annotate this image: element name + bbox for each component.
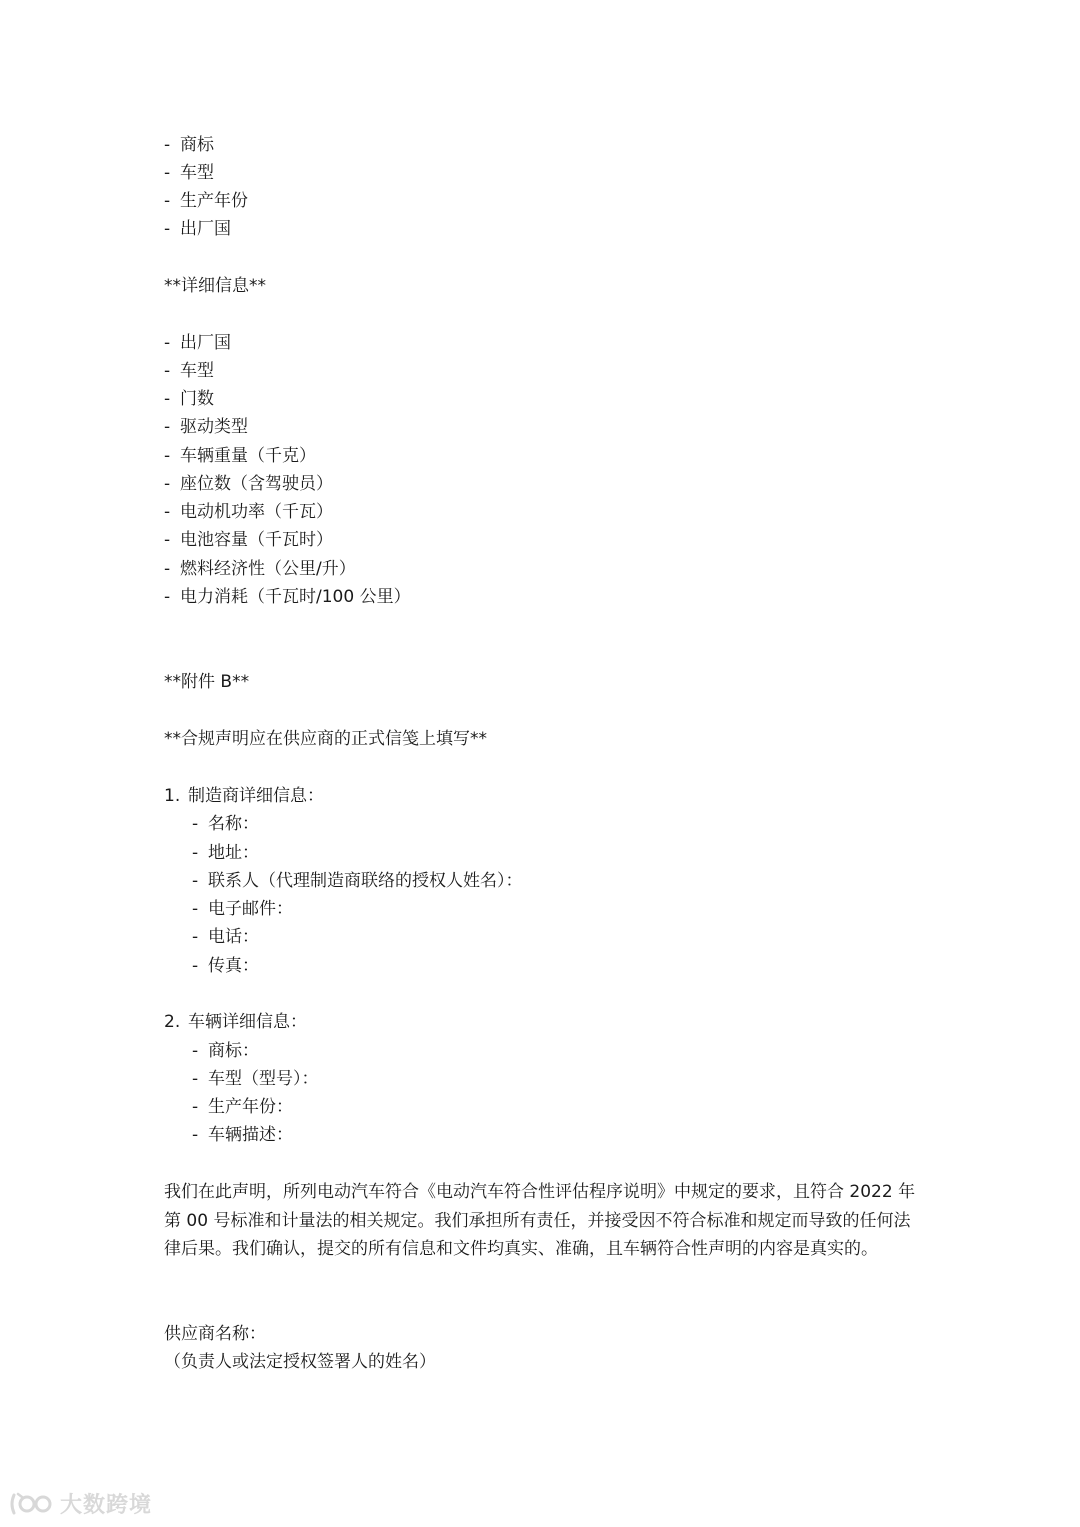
section-title: 1. 制造商详细信息： bbox=[164, 786, 324, 806]
field-email: - 电子邮件： bbox=[192, 899, 293, 919]
list-item: - 电池容量（千瓦时） bbox=[164, 530, 333, 550]
field-description: - 车辆描述： bbox=[192, 1125, 293, 1145]
list-item: - 车型 bbox=[164, 163, 214, 183]
list-item: - 燃料经济性（公里/升） bbox=[164, 559, 356, 579]
field-year: - 生产年份： bbox=[192, 1097, 293, 1117]
declaration-paragraph: 我们在此声明，所列电动汽车符合《电动汽车符合性评估程序说明》中规定的要求，且符合 2022 年第 00 号标准和计量法的相关规定。我们承担所有责任，并接受因不符合标准和规定而导致的任何法律后果。我们确认，提交的所有信息和文件均真实、准确，且车辆符合性声明的内容是真实的。 bbox=[164, 1182, 916, 1259]
field-fax: - 传真： bbox=[192, 956, 259, 976]
list-item: - 驱动类型 bbox=[164, 417, 248, 437]
list-item: - 生产年份 bbox=[164, 191, 248, 211]
list-item: - 商标 bbox=[164, 135, 214, 155]
list-item: - 车辆重量（千克） bbox=[164, 446, 316, 466]
field-model: - 车型（型号）： bbox=[192, 1069, 319, 1089]
field-contact: - 联系人（代理制造商联络的授权人姓名）： bbox=[192, 871, 523, 891]
compliance-heading: **合规声明应在供应商的正式信笺上填写** bbox=[164, 729, 487, 749]
detail-heading: **详细信息** bbox=[164, 276, 266, 296]
watermark-text: 大数跨境 bbox=[60, 1493, 153, 1518]
section-title: 2. 车辆详细信息： bbox=[164, 1012, 307, 1032]
field-phone: - 电话： bbox=[192, 927, 259, 947]
list-item: - 出厂国 bbox=[164, 333, 231, 353]
field-brand: - 商标： bbox=[192, 1041, 259, 1061]
list-item: - 门数 bbox=[164, 389, 214, 409]
list-item: - 车型 bbox=[164, 361, 214, 381]
list-item: - 出厂国 bbox=[164, 219, 231, 239]
watermark-logo-icon bbox=[8, 1491, 54, 1517]
signatory-note: （负责人或法定授权签署人的姓名） bbox=[164, 1352, 436, 1372]
supplier-name-label: 供应商名称： bbox=[164, 1324, 266, 1344]
attachment-heading: **附件 B** bbox=[164, 672, 250, 692]
field-name: - 名称： bbox=[192, 814, 259, 834]
list-item: - 座位数（含驾驶员） bbox=[164, 474, 333, 494]
list-item: - 电动机功率（千瓦） bbox=[164, 502, 333, 522]
list-item: - 电力消耗（千瓦时/100 公里） bbox=[164, 587, 411, 607]
field-address: - 地址： bbox=[192, 843, 259, 863]
watermark bbox=[8, 1488, 152, 1519]
